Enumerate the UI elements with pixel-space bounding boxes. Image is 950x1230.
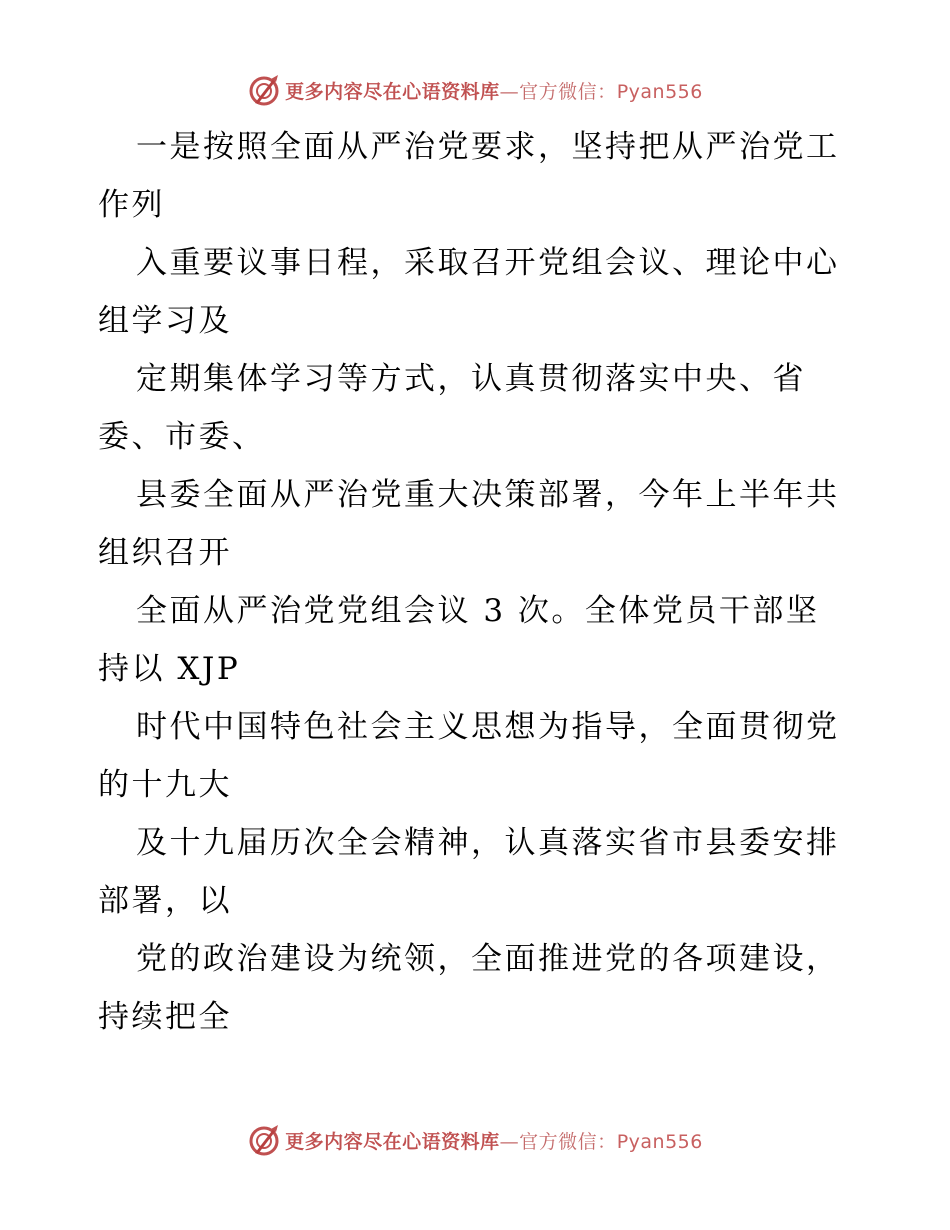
- body-line-14: 部署，以: [98, 883, 232, 919]
- body-line-2: 作列: [98, 187, 165, 223]
- body-line-10: 持以 XJP: [98, 651, 241, 687]
- footer-banner-label: 官方微信：: [519, 1130, 617, 1153]
- body-line-9: 全面从严治党党组会议 3 次。全体党员干部坚: [136, 593, 820, 629]
- body-line-1: 一是按照全面从严治党要求，坚持把从严治党工: [136, 129, 840, 165]
- header-banner-main: 更多内容尽在心语资料库: [285, 80, 500, 103]
- header-banner-dash: —: [499, 80, 520, 103]
- body-line-11: 时代中国特色社会主义思想为指导，全面贯彻党: [136, 709, 840, 745]
- document-body: [98, 118, 858, 1046]
- footer-banner-dash: —: [499, 1130, 520, 1153]
- body-line-3: 入重要议事日程，采取召开党组会议、理论中心: [136, 245, 840, 281]
- body-line-4: 组学习及: [98, 303, 232, 339]
- footer-banner-main: 更多内容尽在心语资料库: [285, 1130, 500, 1153]
- footer-banner-text: [285, 1127, 703, 1154]
- quill-circle-logo-icon: [247, 73, 281, 107]
- quill-circle-logo-icon: [247, 1123, 281, 1157]
- header-wechat-id: Pyan556: [616, 80, 703, 103]
- body-line-12: 的十九大: [98, 767, 232, 803]
- body-line-6: 委、市委、: [98, 419, 266, 455]
- header-banner-text: [285, 77, 703, 104]
- body-line-16: 持续把全: [98, 999, 232, 1035]
- body-line-5: 定期集体学习等方式，认真贯彻落实中央、省: [136, 361, 806, 397]
- header-banner: [0, 70, 950, 110]
- header-banner-label: 官方微信：: [519, 80, 617, 103]
- body-line-15: 党的政治建设为统领，全面推进党的各项建设，: [136, 941, 840, 977]
- footer-wechat-id: Pyan556: [616, 1130, 703, 1153]
- body-line-8: 组织召开: [98, 535, 232, 571]
- body-line-7: 县委全面从严治党重大决策部署，今年上半年共: [136, 477, 840, 513]
- footer-banner: [0, 1120, 950, 1160]
- body-line-13: 及十九届历次全会精神，认真落实省市县委安排: [136, 825, 840, 861]
